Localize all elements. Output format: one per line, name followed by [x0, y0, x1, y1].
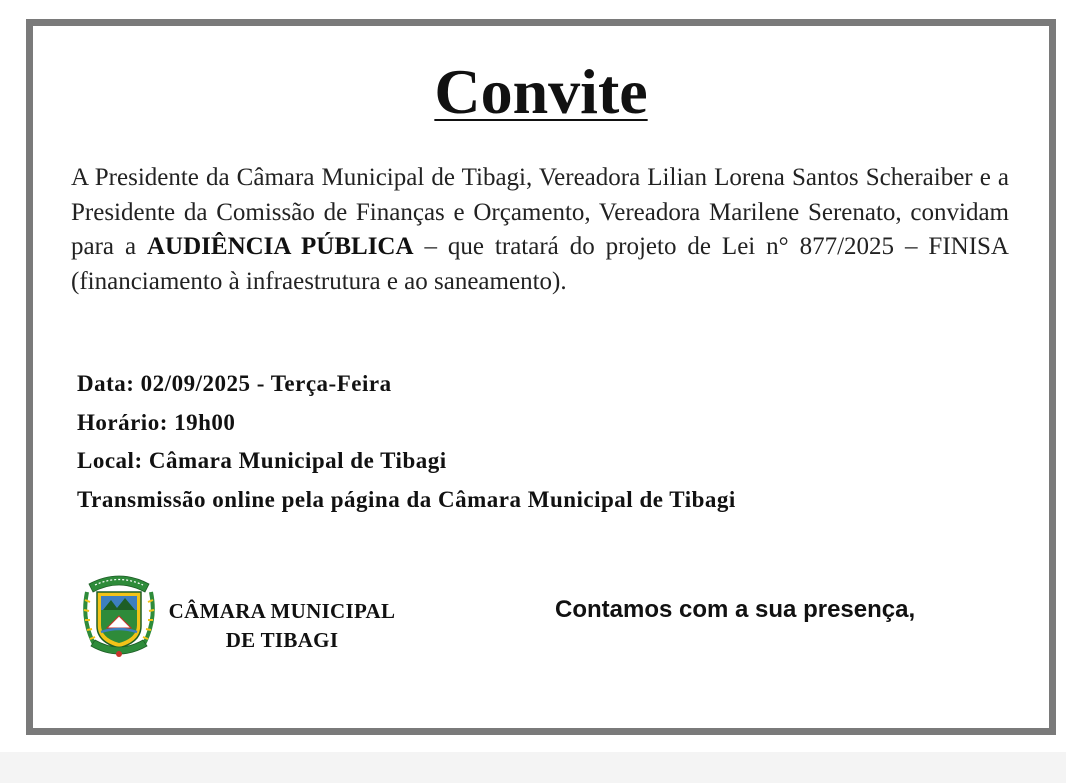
invitation-frame	[26, 19, 1056, 735]
event-details	[77, 365, 736, 519]
municipal-coat-of-arms-icon	[81, 570, 157, 660]
body-text-part2: – que tratará do projeto de Lei n° 877/2025 – FINISA (financiamento à infraestrutura e ao saneamento).	[71, 233, 1009, 295]
organization-name	[157, 597, 407, 655]
body-text-part1: A Presidente da Câmara Municipal de Tibagi, Vereadora Lilian Lorena Santos Scheraiber e a Presidente da Comissão de Finanças e Orçamento, Vereadora Marilene Serenato, convidam para a	[71, 164, 1009, 260]
closing-message: Contamos com a sua presença,	[555, 596, 916, 623]
event-broadcast: Transmissão online pela página da Câmara Municipal de Tibagi	[77, 486, 736, 512]
org-name-line1: CÂMARA MUNICIPAL	[168, 599, 396, 623]
event-location: Local: Câmara Municipal de Tibagi	[77, 448, 447, 473]
event-date: Data: 02/09/2025 - Terça-Feira	[77, 371, 392, 396]
invitation-title: Convite	[434, 56, 648, 127]
event-time: Horário: 19h00	[77, 409, 236, 435]
invitation-body	[71, 161, 1009, 299]
body-highlight: AUDIÊNCIA PÚBLICA	[147, 233, 414, 260]
org-name-line2: DE TIBAGI	[225, 628, 339, 652]
